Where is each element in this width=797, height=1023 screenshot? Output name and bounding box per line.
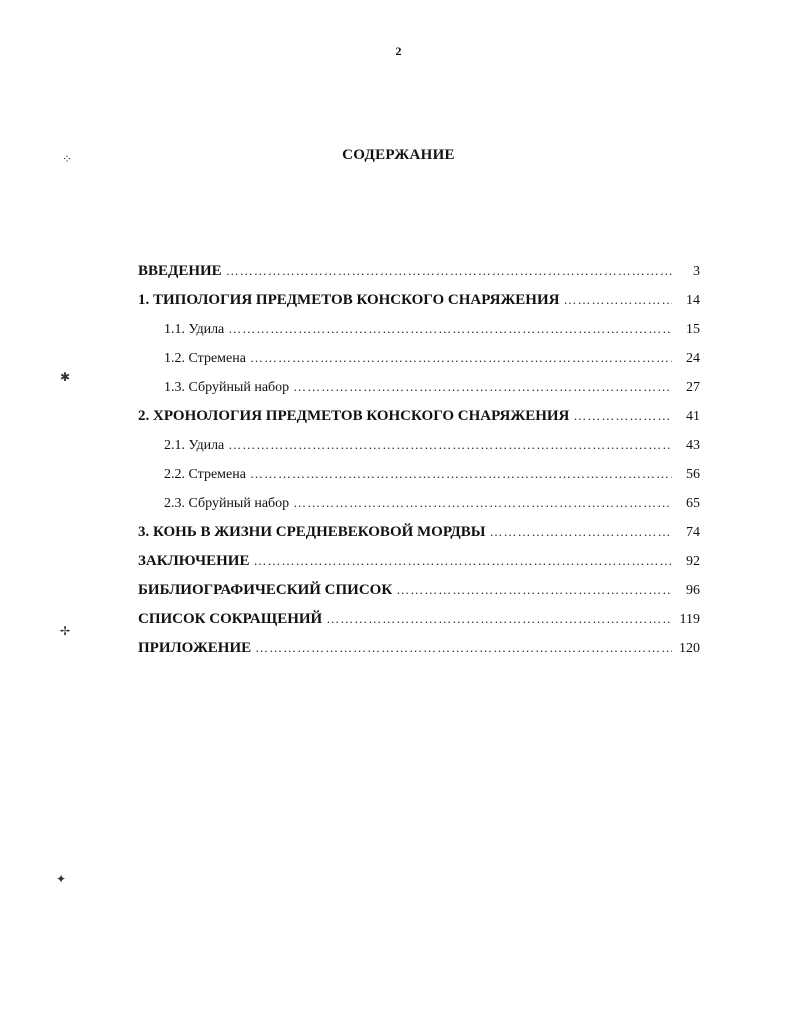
toc-entry-label: ЗАКЛЮЧЕНИЕ xyxy=(138,553,250,569)
toc-entry-page: 96 xyxy=(686,583,700,598)
toc-entry xyxy=(138,260,700,289)
toc-dot-leader xyxy=(326,608,672,630)
toc-entry-page: 120 xyxy=(679,641,700,656)
toc-dot-leader xyxy=(293,492,672,514)
toc-entry-label: 1.2. Стремена xyxy=(164,351,246,366)
toc-entry-page: 65 xyxy=(686,496,700,511)
toc-dot-leader xyxy=(489,521,672,543)
toc-entry xyxy=(138,347,700,376)
toc-entry-label: 2.1. Удила xyxy=(164,438,225,453)
toc-entry-page: 15 xyxy=(686,322,700,337)
toc-entry-page: 24 xyxy=(686,351,700,366)
toc-dot-leader xyxy=(563,289,672,311)
toc-entry xyxy=(138,405,700,434)
toc-dot-leader xyxy=(228,318,672,340)
toc-dot-leader xyxy=(396,579,672,601)
toc-dot-leader xyxy=(226,260,672,282)
toc-entry xyxy=(138,318,700,347)
toc-entry-label: 2.3. Сбруйный набор xyxy=(164,496,290,511)
toc-entry-page: 43 xyxy=(686,438,700,453)
toc-entry-label: 2. ХРОНОЛОГИЯ ПРЕДМЕТОВ КОНСКОГО СНАРЯЖЕНИЯ xyxy=(138,408,570,424)
toc-dot-leader xyxy=(250,463,672,485)
toc-entry xyxy=(138,289,700,318)
toc-entry xyxy=(138,376,700,405)
toc-entry xyxy=(138,434,700,463)
toc-dot-leader xyxy=(293,376,672,398)
toc-entry-page: 119 xyxy=(679,612,700,627)
toc-entry xyxy=(138,521,700,550)
toc-entry xyxy=(138,579,700,608)
toc-entry-label: ВВЕДЕНИЕ xyxy=(138,263,222,279)
page-number: 2 xyxy=(395,44,402,58)
toc-entry-page: 41 xyxy=(686,409,700,424)
page-title: СОДЕРЖАНИЕ xyxy=(342,147,455,163)
toc-entry-page: 27 xyxy=(686,380,700,395)
toc-entry-label: ПРИЛОЖЕНИЕ xyxy=(138,640,252,656)
toc-entry-page: 56 xyxy=(686,467,700,482)
toc-entry-page: 14 xyxy=(686,293,700,308)
toc-dot-leader xyxy=(255,637,672,659)
toc-entry xyxy=(138,550,700,579)
toc-dot-leader xyxy=(253,550,672,572)
toc-entry-label: 1.3. Сбруйный набор xyxy=(164,380,290,395)
toc-entry-page: 3 xyxy=(693,264,700,279)
toc-entry-label: 2.2. Стремена xyxy=(164,467,246,482)
toc-entry-label: 3. КОНЬ В ЖИЗНИ СРЕДНЕВЕКОВОЙ МОРДВЫ xyxy=(138,524,486,540)
toc-dot-leader xyxy=(573,405,672,427)
toc-entry xyxy=(138,608,700,637)
toc-entry-label: СПИСОК СОКРАЩЕНИЙ xyxy=(138,611,323,627)
toc-entry-label: БИБЛИОГРАФИЧЕСКИЙ СПИСОК xyxy=(138,582,393,598)
scan-speck: ⁘ xyxy=(62,152,73,166)
toc-entry-label: 1.1. Удила xyxy=(164,322,225,337)
toc-entry xyxy=(138,463,700,492)
toc-entry-label: 1. ТИПОЛОГИЯ ПРЕДМЕТОВ КОНСКОГО СНАРЯЖЕНИЯ xyxy=(138,292,560,308)
toc-dot-leader xyxy=(228,434,672,456)
toc-entry-page: 74 xyxy=(686,525,700,540)
toc-entry xyxy=(138,492,700,521)
toc-dot-leader xyxy=(250,347,672,369)
table-of-contents xyxy=(138,260,700,666)
scan-speck: ✢ xyxy=(60,624,71,638)
scan-speck: ✱ xyxy=(60,370,71,384)
toc-entry xyxy=(138,637,700,666)
toc-entry-page: 92 xyxy=(686,554,700,569)
scan-speck: ✦ xyxy=(56,872,67,886)
